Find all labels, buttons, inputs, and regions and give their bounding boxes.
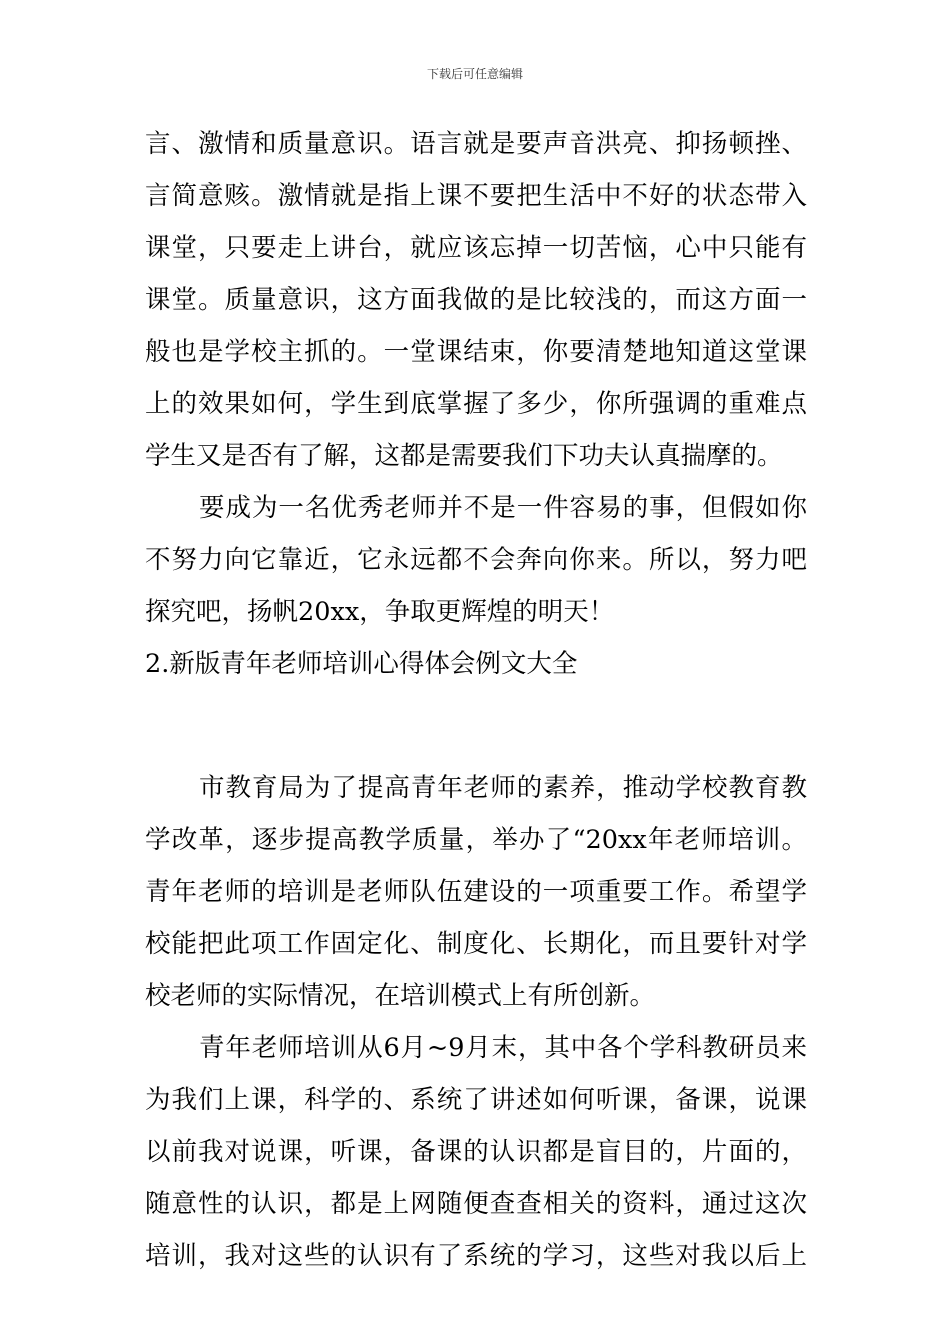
text-line: 言简意赅。激情就是指上课不要把生活中不好的状态带入 [145, 181, 807, 211]
text-line: 培训，我对这些的认识有了系统的学习，这些对我以后上 [145, 1241, 807, 1271]
document-body [145, 118, 807, 1282]
text-line: 言、激情和质量意识。语言就是要声音洪亮、抑扬顿挫、 [145, 129, 807, 159]
text-line: 校能把此项工作固定化、制度化、长期化，而且要针对学 [145, 929, 807, 959]
text-line: 为我们上课，科学的、系统了讲述如何听课，备课，说课 [145, 1085, 807, 1115]
section-title: 2.新版青年老师培训心得体会例文大全 [145, 649, 578, 679]
text-line: 课堂。质量意识，这方面我做的是比较浅的，而这方面一 [145, 285, 807, 315]
page-header-note: 下载后可任意编辑 [426, 67, 523, 81]
text-line: 校老师的实际情况，在培训模式上有所创新。 [145, 981, 656, 1011]
text-line: 随意性的认识，都是上网随便查查相关的资料，通过这次 [145, 1189, 807, 1219]
text-line: 探究吧，扬帆20xx，争取更辉煌的明天！ [145, 597, 615, 627]
blank-space [145, 690, 807, 762]
text-line: 般也是学校主抓的。一堂课结束，你要清楚地知道这堂课 [145, 337, 807, 367]
text-line: 以前我对说课，听课，备课的认识都是盲目的，片面的， [145, 1137, 807, 1167]
text-line: 学生又是否有了解，这都是需要我们下功夫认真揣摩的。 [145, 441, 783, 471]
text-line: 要成为一名优秀老师并不是一件容易的事，但假如你 [199, 493, 807, 523]
paragraph [145, 1022, 807, 1282]
text-line: 不努力向它靠近，它永远都不会奔向你来。所以，努力吧 [145, 545, 807, 575]
text-line: 市教育局为了提高青年老师的素养，推动学校教育教 [199, 773, 807, 803]
text-line: 学改革，逐步提高教学质量，举办了“20xx年老师培训。 [145, 825, 807, 855]
paragraph [145, 762, 807, 1022]
paragraph [145, 482, 807, 638]
text-line: 课堂，只要走上讲台，就应该忘掉一切苦恼，心中只能有 [145, 233, 807, 263]
paragraph [145, 118, 807, 482]
text-line: 上的效果如何，学生到底掌握了多少，你所强调的重难点 [145, 389, 807, 419]
text-line: 青年老师培训从6月~9月末，其中各个学科教研员来 [199, 1033, 807, 1063]
text-line: 青年老师的培训是老师队伍建设的一项重要工作。希望学 [145, 877, 807, 907]
